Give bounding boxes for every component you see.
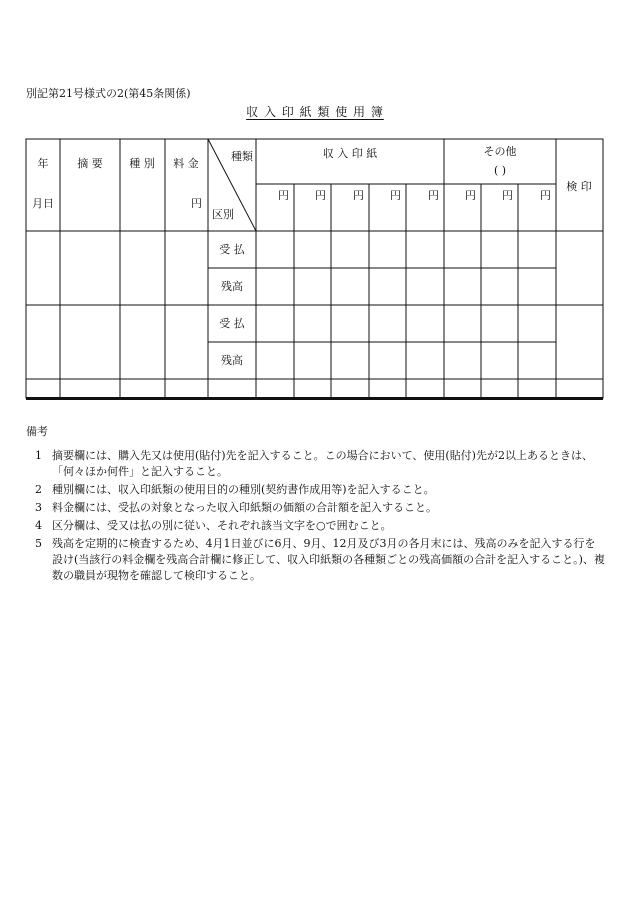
row-label-receive-pay: 受 払 (219, 317, 245, 330)
remarks-item-text: 区分欄は、受又は払の別に従い、それぞれ該当文字を○で囲むこと。 (52, 519, 392, 532)
header-division: 区別 (212, 208, 234, 221)
remarks-item-text: 残高を定期的に検査するため、4月1日並びに6月、9月、12月及び3月の各月末には、残高のみを記入する行を設け(当該行の料金欄を残高合計欄に修正して、収入印紙類の各種類ごとの残高価額の合計を記入すること。)、複数の職員が現物を確認して検印すること。 (52, 537, 605, 582)
unit-yen: 円 (315, 189, 326, 202)
remarks-item (26, 536, 606, 584)
header-kind: 種 別 (129, 157, 155, 170)
remarks-item-number: 2 (35, 483, 42, 496)
form-label: 別記第21号様式の2(第45条関係) (26, 87, 191, 100)
unit-yen: 円 (465, 189, 476, 202)
row-label-balance: 残高 (221, 280, 243, 293)
header-type: 種類 (231, 150, 253, 163)
remarks-item (26, 500, 606, 516)
remarks-item-number: 4 (35, 519, 42, 532)
header-year: 年 (37, 157, 49, 170)
unit-yen: 円 (540, 189, 551, 202)
remarks-list (26, 448, 606, 584)
remarks-item (26, 518, 606, 534)
remarks-item-number: 3 (35, 501, 42, 514)
header-other: その他 (483, 145, 517, 158)
header-summary: 摘 要 (77, 157, 103, 170)
header-month-day: 月日 (32, 197, 54, 210)
unit-yen: 円 (353, 189, 364, 202)
unit-yen: 円 (278, 189, 289, 202)
remarks-item (26, 482, 606, 498)
remarks-item-text: 料金欄には、受払の対象となった収入印紙類の価額の合計額を記入すること。 (52, 501, 437, 514)
row-label-balance: 残高 (221, 354, 243, 367)
unit-yen: 円 (428, 189, 439, 202)
header-fee: 料 金 (173, 157, 199, 170)
unit-yen: 円 (390, 189, 401, 202)
remarks-item-text: 種別欄には、収入印紙類の使用目的の種別(契約書作成用等)を記入すること。 (52, 483, 435, 496)
remarks-item-text: 摘要欄には、購入先又は使用(貼付)先を記入すること。この場合において、使用(貼付)先が2以上あるときは、「何々ほか何件」と記入すること。 (52, 449, 593, 478)
unit-yen: 円 (502, 189, 513, 202)
header-revenue-stamps: 収 入 印 紙 (322, 147, 378, 160)
document-title-text: 収 入 印 紙 類 使 用 簿 (246, 105, 384, 119)
remarks-item (26, 448, 606, 480)
ledger-table (0, 0, 630, 420)
remarks-section (26, 424, 606, 586)
remarks-item-number: 5 (35, 537, 42, 550)
row-label-receive-pay: 受 払 (219, 243, 245, 256)
header-fee-unit: 円 (191, 197, 202, 210)
remarks-heading: 備考 (26, 425, 48, 438)
header-inspection: 検 印 (566, 180, 592, 193)
header-other-paren: ( ) (493, 164, 507, 177)
remarks-item-number: 1 (35, 449, 42, 462)
